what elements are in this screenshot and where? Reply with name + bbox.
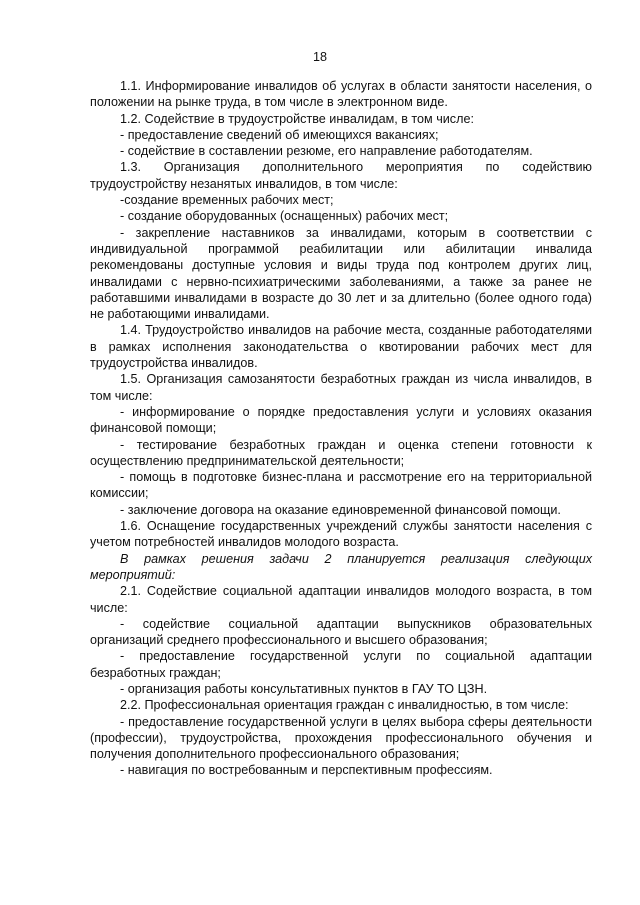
- paragraph: 1.3. Организация дополнительного мероприятия по содействию трудоустройству незанятых инвалидов, в том числе:: [90, 160, 592, 191]
- paragraph: 2.1. Содействие социальной адаптации инвалидов молодого возраста, в том числе:: [90, 584, 592, 615]
- paragraph: - организация работы консультативных пунктов в ГАУ ТО ЦЗН.: [120, 681, 488, 696]
- paragraph: В рамках решения задачи 2 планируется реализация следующих мероприятий:: [90, 551, 592, 582]
- paragraph: - тестирование безработных граждан и оценка степени готовности к осуществлению предпринимательской деятельности;: [90, 437, 592, 468]
- paragraph: - предоставление государственной услуги в целях выбора сферы деятельности (профессии), трудоустройства, прохождения профессионального обучения и получения дополнительного профессионального образования;: [90, 714, 592, 762]
- paragraph: - заключение договора на оказание единовременной финансовой помощи.: [120, 502, 561, 517]
- paragraph: 2.2. Профессиональная ориентация граждан с инвалидностью, в том числе:: [120, 698, 569, 713]
- paragraph: - содействие в составлении резюме, его направление работодателям.: [120, 144, 533, 159]
- paragraph: - закрепление наставников за инвалидами, которым в соответствии с индивидуальной программой реабилитации или абилитации инвалида рекомендованы доступные условия и виды труда под контролем других лиц, инвалидами с нервно-психиатрическими заболеваниями, а также за ранее не работавшими инвалидами в возрасте до 30 лет и за длительно (более одного года) не работающими инвалидами.: [90, 225, 592, 322]
- page-number: 18: [312, 50, 327, 64]
- paragraph: 1.1. Информирование инвалидов об услугах в области занятости населения, о положении на рынке труда, в том числе в электронном виде.: [90, 79, 592, 110]
- paragraph: - информирование о порядке предоставления услуги и условиях оказания финансовой помощи;: [90, 404, 592, 436]
- paragraph: 1.2. Содействие в трудоустройстве инвалидам, в том числе:: [120, 111, 474, 126]
- paragraph: - создание оборудованных (оснащенных) рабочих мест;: [120, 209, 449, 224]
- paragraph: - предоставление государственной услуги по социальной адаптации безработных граждан;: [90, 649, 592, 680]
- paragraph: 1.5. Организация самозанятости безработных граждан из числа инвалидов, в том числе:: [90, 372, 592, 403]
- paragraph: - помощь в подготовке бизнес-плана и рассмотрение его на территориальной комиссии;: [90, 470, 592, 501]
- paragraph: - навигация по востребованным и перспективным профессиям.: [120, 763, 493, 778]
- paragraph: 1.6. Оснащение государственных учреждений службы занятости населения с учетом потребностей инвалидов молодого возраста.: [90, 519, 592, 550]
- paragraph: -создание временных рабочих мест;: [120, 193, 334, 208]
- document-body: [90, 78, 592, 779]
- paragraph: - предоставление сведений об имеющихся вакансиях;: [120, 127, 439, 142]
- paragraph: 1.4. Трудоустройство инвалидов на рабочие места, созданные работодателями в рамках исполнения законодательства о квотировании рабочих мест для трудоустройства инвалидов.: [90, 323, 592, 371]
- paragraph: - содействие социальной адаптации выпускников образовательных организаций среднего профессионального и высшего образования;: [90, 616, 592, 648]
